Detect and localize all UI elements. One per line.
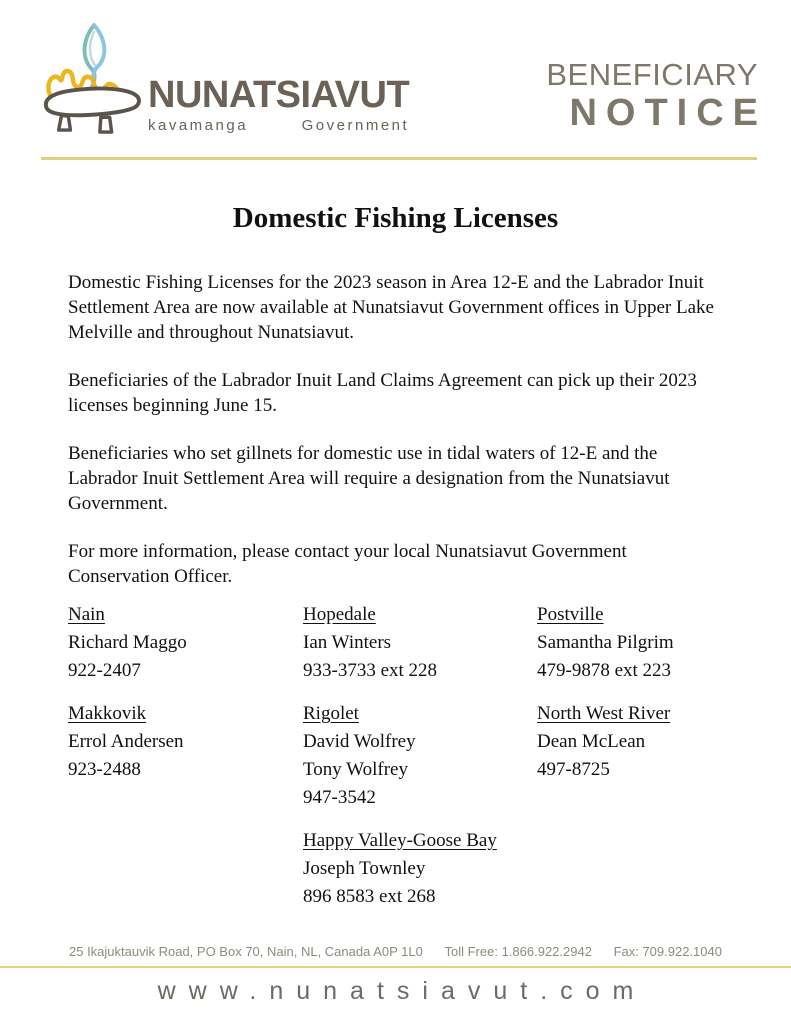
footer-divider-line <box>0 966 791 968</box>
contact-phone: 497-8725 <box>537 759 610 780</box>
qulliq-lamp-icon <box>38 20 146 140</box>
paragraph-pickup-date: Beneficiaries of the Labrador Inuit Land Claims Agreement can pick up their 2023 licenses beginning June 15. <box>68 370 697 416</box>
contact-location: Makkovik <box>68 703 147 724</box>
org-name: NUNATSIAVUT <box>148 74 410 116</box>
beneficiary-notice-banner <box>546 56 767 135</box>
contact-name: Joseph Townley <box>303 858 426 879</box>
contact-name: Ian Winters <box>303 632 392 653</box>
contact-name: Samantha Pilgrim <box>537 632 674 653</box>
footer-address: 25 Ikajuktauvik Road, PO Box 70, Nain, NL, Canada A0P 1L0 <box>69 944 423 959</box>
contact-location: North West River <box>537 703 671 724</box>
contact-phone: 933-3733 ext 228 <box>303 660 438 681</box>
contact-phone: 896 8583 ext 268 <box>303 886 436 907</box>
document-title: Domestic Fishing Licenses <box>232 202 559 234</box>
notice-word-notice: NOTICE <box>569 92 767 135</box>
contact-name: Tony Wolfrey <box>303 759 408 780</box>
logo-wordmark <box>148 76 409 134</box>
org-subtitle-inuktitut: kavamanga <box>148 117 249 134</box>
paragraph-availability: Domestic Fishing Licenses for the 2023 season in Area 12-E and the Labrador Inuit Settlement Area are now available at Nunatsiavut Government offices in Upper Lake Melville and throughout Nunatsiavut. <box>68 272 714 343</box>
contact-card-north-west-river <box>537 700 740 812</box>
contact-card-happy-valley-goose-bay <box>303 827 740 911</box>
org-subtitle-english: Government <box>301 117 410 134</box>
contact-name: Richard Maggo <box>68 632 187 653</box>
contact-name: Dean McLean <box>537 731 646 752</box>
paragraph-designation: Beneficiaries who set gillnets for domestic use in tidal waters of 12-E and the Labrador Inuit Settlement Area will require a designation from the Nunatsiavut Government. <box>68 443 670 514</box>
contact-card-hopedale <box>303 601 537 685</box>
contact-grid <box>68 601 740 911</box>
contact-card-nain <box>68 601 303 685</box>
contact-card-rigolet <box>303 700 537 812</box>
contact-card-postville <box>537 601 740 685</box>
contact-location: Rigolet <box>303 703 359 724</box>
footer-toll-free: Toll Free: 1.866.922.2942 <box>444 944 592 959</box>
contact-location: Postville <box>537 604 604 625</box>
nunatsiavut-logo <box>38 20 409 140</box>
notice-word-beneficiary: BENEFICIARY <box>546 57 758 92</box>
contact-name: Errol Andersen <box>68 731 184 752</box>
contact-phone: 922-2407 <box>68 660 141 681</box>
contact-location: Nain <box>68 604 105 625</box>
contact-location: Hopedale <box>303 604 376 625</box>
header-divider-line <box>41 157 757 160</box>
body-text <box>68 270 728 612</box>
contact-name: David Wolfrey <box>303 731 416 752</box>
footer-contact-line <box>0 944 791 959</box>
contact-phone: 947-3542 <box>303 787 376 808</box>
website-url: www.nunatsiavut.com <box>157 977 647 1005</box>
paragraph-more-info: For more information, please contact your local Nunatsiavut Government Conservation Officer. <box>68 541 627 587</box>
contact-phone: 479-9878 ext 223 <box>537 660 672 681</box>
footer-fax: Fax: 709.922.1040 <box>613 944 722 959</box>
contact-phone: 923-2488 <box>68 759 141 780</box>
contact-card-makkovik <box>68 700 303 812</box>
contact-location: Happy Valley-Goose Bay <box>303 830 497 851</box>
